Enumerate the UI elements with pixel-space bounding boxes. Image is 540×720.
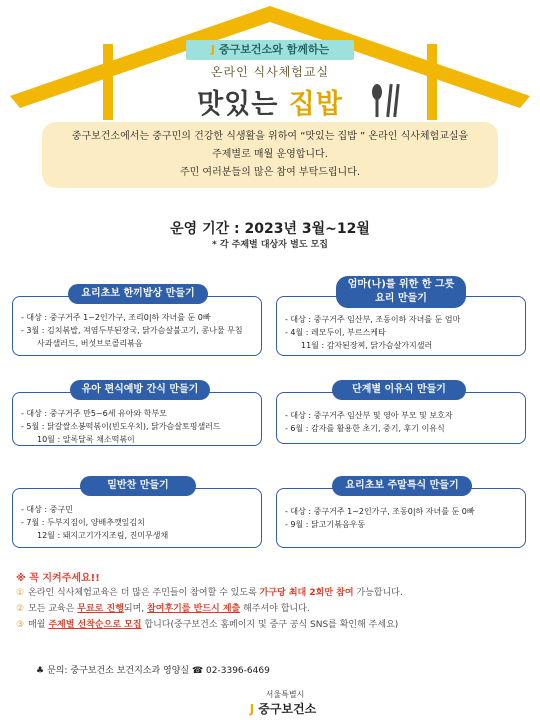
notice-item-2	[16, 601, 310, 614]
program-title-pill: 유아 편식예방 간식 만들기	[70, 380, 210, 400]
program-line: 10월 : 알록달록 채소떡볶이	[37, 435, 135, 444]
badge-text: 중구보건소와 함께하는	[219, 43, 330, 56]
program-card-body	[12, 392, 262, 446]
program-title-line-2: 요리 만들기	[375, 293, 427, 304]
notice-text: 되며,	[123, 604, 148, 614]
program-card-5	[12, 474, 262, 548]
program-title-pill: 요리초보 한끼밥상 만들기	[68, 284, 208, 304]
notice-number-1: ①	[16, 588, 25, 598]
program-line: 12월 : 돼지고기가지조림, 진미무생채	[37, 531, 169, 540]
footer-org-name-text: 중구보건소	[258, 702, 317, 716]
intro-line-3: 주민 여러분들의 많은 참여 부탁드립니다.	[179, 167, 361, 178]
notice-number-3: ③	[16, 620, 25, 630]
program-title-pill: 밑반찬 만들기	[80, 476, 196, 496]
footer-org-top: 서울특별시	[265, 690, 305, 699]
program-line: 사과샐러드, 버섯브로콜리볶음	[37, 339, 143, 348]
notice-highlight: 가구당 최대 2회만 참여	[259, 588, 354, 598]
program-line: - 4월 : 레모두이, 부르스케타	[285, 328, 386, 337]
notice-item-1	[16, 585, 403, 598]
program-card-6	[276, 474, 526, 548]
notice-title: ※ 꼭 지켜주세요!!	[16, 573, 100, 584]
header-badge	[186, 40, 354, 60]
jung-gu-logo-icon: J	[210, 43, 215, 56]
notice-highlight: 참여후기를 반드시 제출	[147, 604, 241, 614]
intro-line-2: 주제별로 매월 운영합니다.	[212, 149, 328, 160]
main-title-part2: 집밥	[288, 89, 343, 120]
contact-text: 문의: 중구보건소 보건지소과 영양실 ☎ 02-3396-6469	[47, 666, 270, 676]
club-icon: ♣	[36, 666, 45, 676]
notice-item-3	[16, 617, 398, 630]
program-card-2	[276, 276, 526, 356]
program-line: 11월 : 감자된장찌, 닭가슴살가지샐러	[301, 341, 433, 350]
jung-gu-logo-icon: J	[249, 702, 255, 716]
operation-period: 운영 기간 : 2023년 3월~12월	[170, 221, 370, 237]
notice-text: 가능합니다.	[353, 588, 403, 598]
program-line: - 대상 : 중구거주 임산부, 조동이하 자녀를 둔 엄마	[285, 315, 461, 324]
program-title-pill: 단계별 이유식 만들기	[332, 380, 466, 400]
notice-text: 합니다(중구보건소 홈페이지 및 중구 공식 SNS를 확인해 주세요)	[141, 620, 399, 630]
program-line: - 9월 : 닭고기볶음우동	[285, 520, 366, 529]
period-note: * 각 주제별 대상자 별도 모집	[211, 240, 328, 250]
contact-info	[36, 663, 270, 676]
program-card-1	[12, 276, 262, 356]
main-title-part1: 맛있는	[197, 89, 279, 120]
notice-text: 온라인 식사체험교육은 더 많은 주민들이 참여할 수 있도록	[28, 588, 260, 598]
program-line: - 대상 : 중구민	[21, 505, 73, 514]
notice-highlight: 무료로 진행	[77, 604, 124, 614]
footer-org-name	[228, 700, 338, 717]
program-line: - 대상 : 중구거주 1~2인가구, 조동0|하 자녀를 둔 0빠	[285, 507, 475, 516]
program-title-line-1: 엄마(나)를 위한 한 그릇	[347, 279, 455, 290]
program-line: - 7월 : 두부지짐이, 양배추깻잎김치	[21, 518, 145, 527]
notice-text: 해주셔야 합니다.	[240, 604, 310, 614]
program-line: - 대상 : 중구거주 1~2인가구, 조리0|하 자녀를 둔 0빠	[21, 313, 211, 322]
program-card-body	[12, 296, 262, 356]
program-line: - 6월 : 감자를 활용한 초기, 중기, 후기 이유식	[285, 424, 445, 433]
program-line: - 3월 : 김치볶밥, 져염두부된장국, 닭가슴살불고기, 콩나물 무침	[21, 326, 243, 335]
program-line: - 5월 : 닭갈쌀소봉떡볶이(빈도우치), 닭가슴살토핑샐러드	[21, 422, 221, 431]
notice-text: 모든 교육은	[28, 604, 78, 614]
spoon-chopsticks-icon	[366, 82, 406, 118]
notice-text: 매월	[28, 620, 49, 630]
header-subtitle: 온라인 식사체험교실	[210, 65, 330, 79]
program-card-4	[276, 378, 526, 444]
main-title	[150, 82, 390, 121]
notice-highlight: 주제별 선착순으로 모집	[48, 620, 142, 630]
program-card-3	[12, 378, 262, 446]
intro-box	[42, 122, 498, 188]
program-card-body	[12, 488, 262, 548]
program-card-body	[276, 488, 526, 548]
program-title-pill: 요리초보 주말특식 만들기	[332, 476, 472, 496]
notice-number-2: ②	[16, 604, 25, 614]
intro-line-1: 중구보건소에서는 중구민의 건강한 식생활을 위하여 “맛있는 집밥 ” 온라인 식사체험교실을	[71, 131, 469, 142]
program-title-pill	[336, 276, 466, 308]
program-line: - 대상 : 중구거주 만5~6세 유아와 학부모	[21, 409, 167, 418]
program-line: - 대상 : 중구거주 임산부 및 영아 부모 및 보호자	[285, 411, 453, 420]
